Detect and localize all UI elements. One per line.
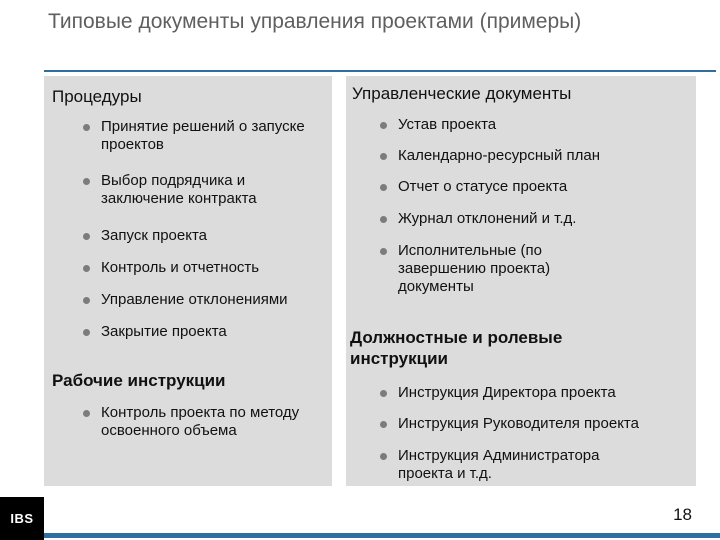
work-instruction-item: Контроль проекта по методу освоенного объема — [101, 404, 300, 439]
bullet-icon — [380, 453, 387, 460]
title-divider — [44, 70, 716, 72]
ibs-logo: IBS — [0, 497, 44, 540]
management-document-item: Календарно-ресурсный план — [398, 147, 600, 164]
bullet-icon — [83, 297, 90, 304]
procedure-item: Закрытие проекта — [101, 323, 227, 340]
bullet-icon — [380, 421, 387, 428]
bullet-icon — [380, 248, 387, 255]
bullet-icon — [83, 265, 90, 272]
procedure-item: Запуск проекта — [101, 227, 208, 244]
footer-divider — [44, 533, 720, 538]
procedure-item: Управление отклонениями — [101, 291, 288, 308]
bullet-icon — [83, 410, 90, 417]
procedures-heading: Процедуры — [52, 87, 142, 106]
bullet-icon — [380, 153, 387, 160]
procedure-item: Принятие решений о запуске проектов — [101, 118, 305, 153]
management-document-item: Исполнительные (по завершению проекта) документы — [398, 242, 551, 295]
role-instruction-item: Инструкция Администратора проекта и т.д. — [398, 447, 600, 482]
role-instruction-item: Инструкция Руководителя проекта — [398, 415, 639, 432]
page-number: 18 — [673, 505, 692, 524]
bullet-icon — [380, 184, 387, 191]
slide-title: Типовые документы управления проектами (примеры) — [48, 10, 582, 33]
management-document-item: Устав проекта — [398, 116, 497, 133]
management-document-item: Журнал отклонений и т.д. — [398, 210, 577, 227]
management-documents-heading: Управленческие документы — [352, 84, 572, 103]
bullet-icon — [83, 329, 90, 336]
management-document-item: Отчет о статусе проекта — [398, 178, 568, 195]
bullet-icon — [83, 124, 90, 131]
procedure-item: Контроль и отчетность — [101, 259, 260, 276]
bullet-icon — [380, 216, 387, 223]
bullet-icon — [380, 390, 387, 397]
role-instructions-heading: Должностные и ролевые инструкции — [350, 328, 563, 368]
bullet-icon — [83, 178, 90, 185]
bullet-icon — [83, 233, 90, 240]
bullet-icon — [380, 122, 387, 129]
role-instruction-item: Инструкция Директора проекта — [398, 384, 616, 401]
procedure-item: Выбор подрядчика и заключение контракта — [101, 172, 257, 207]
work-instructions-heading: Рабочие инструкции — [52, 371, 226, 390]
